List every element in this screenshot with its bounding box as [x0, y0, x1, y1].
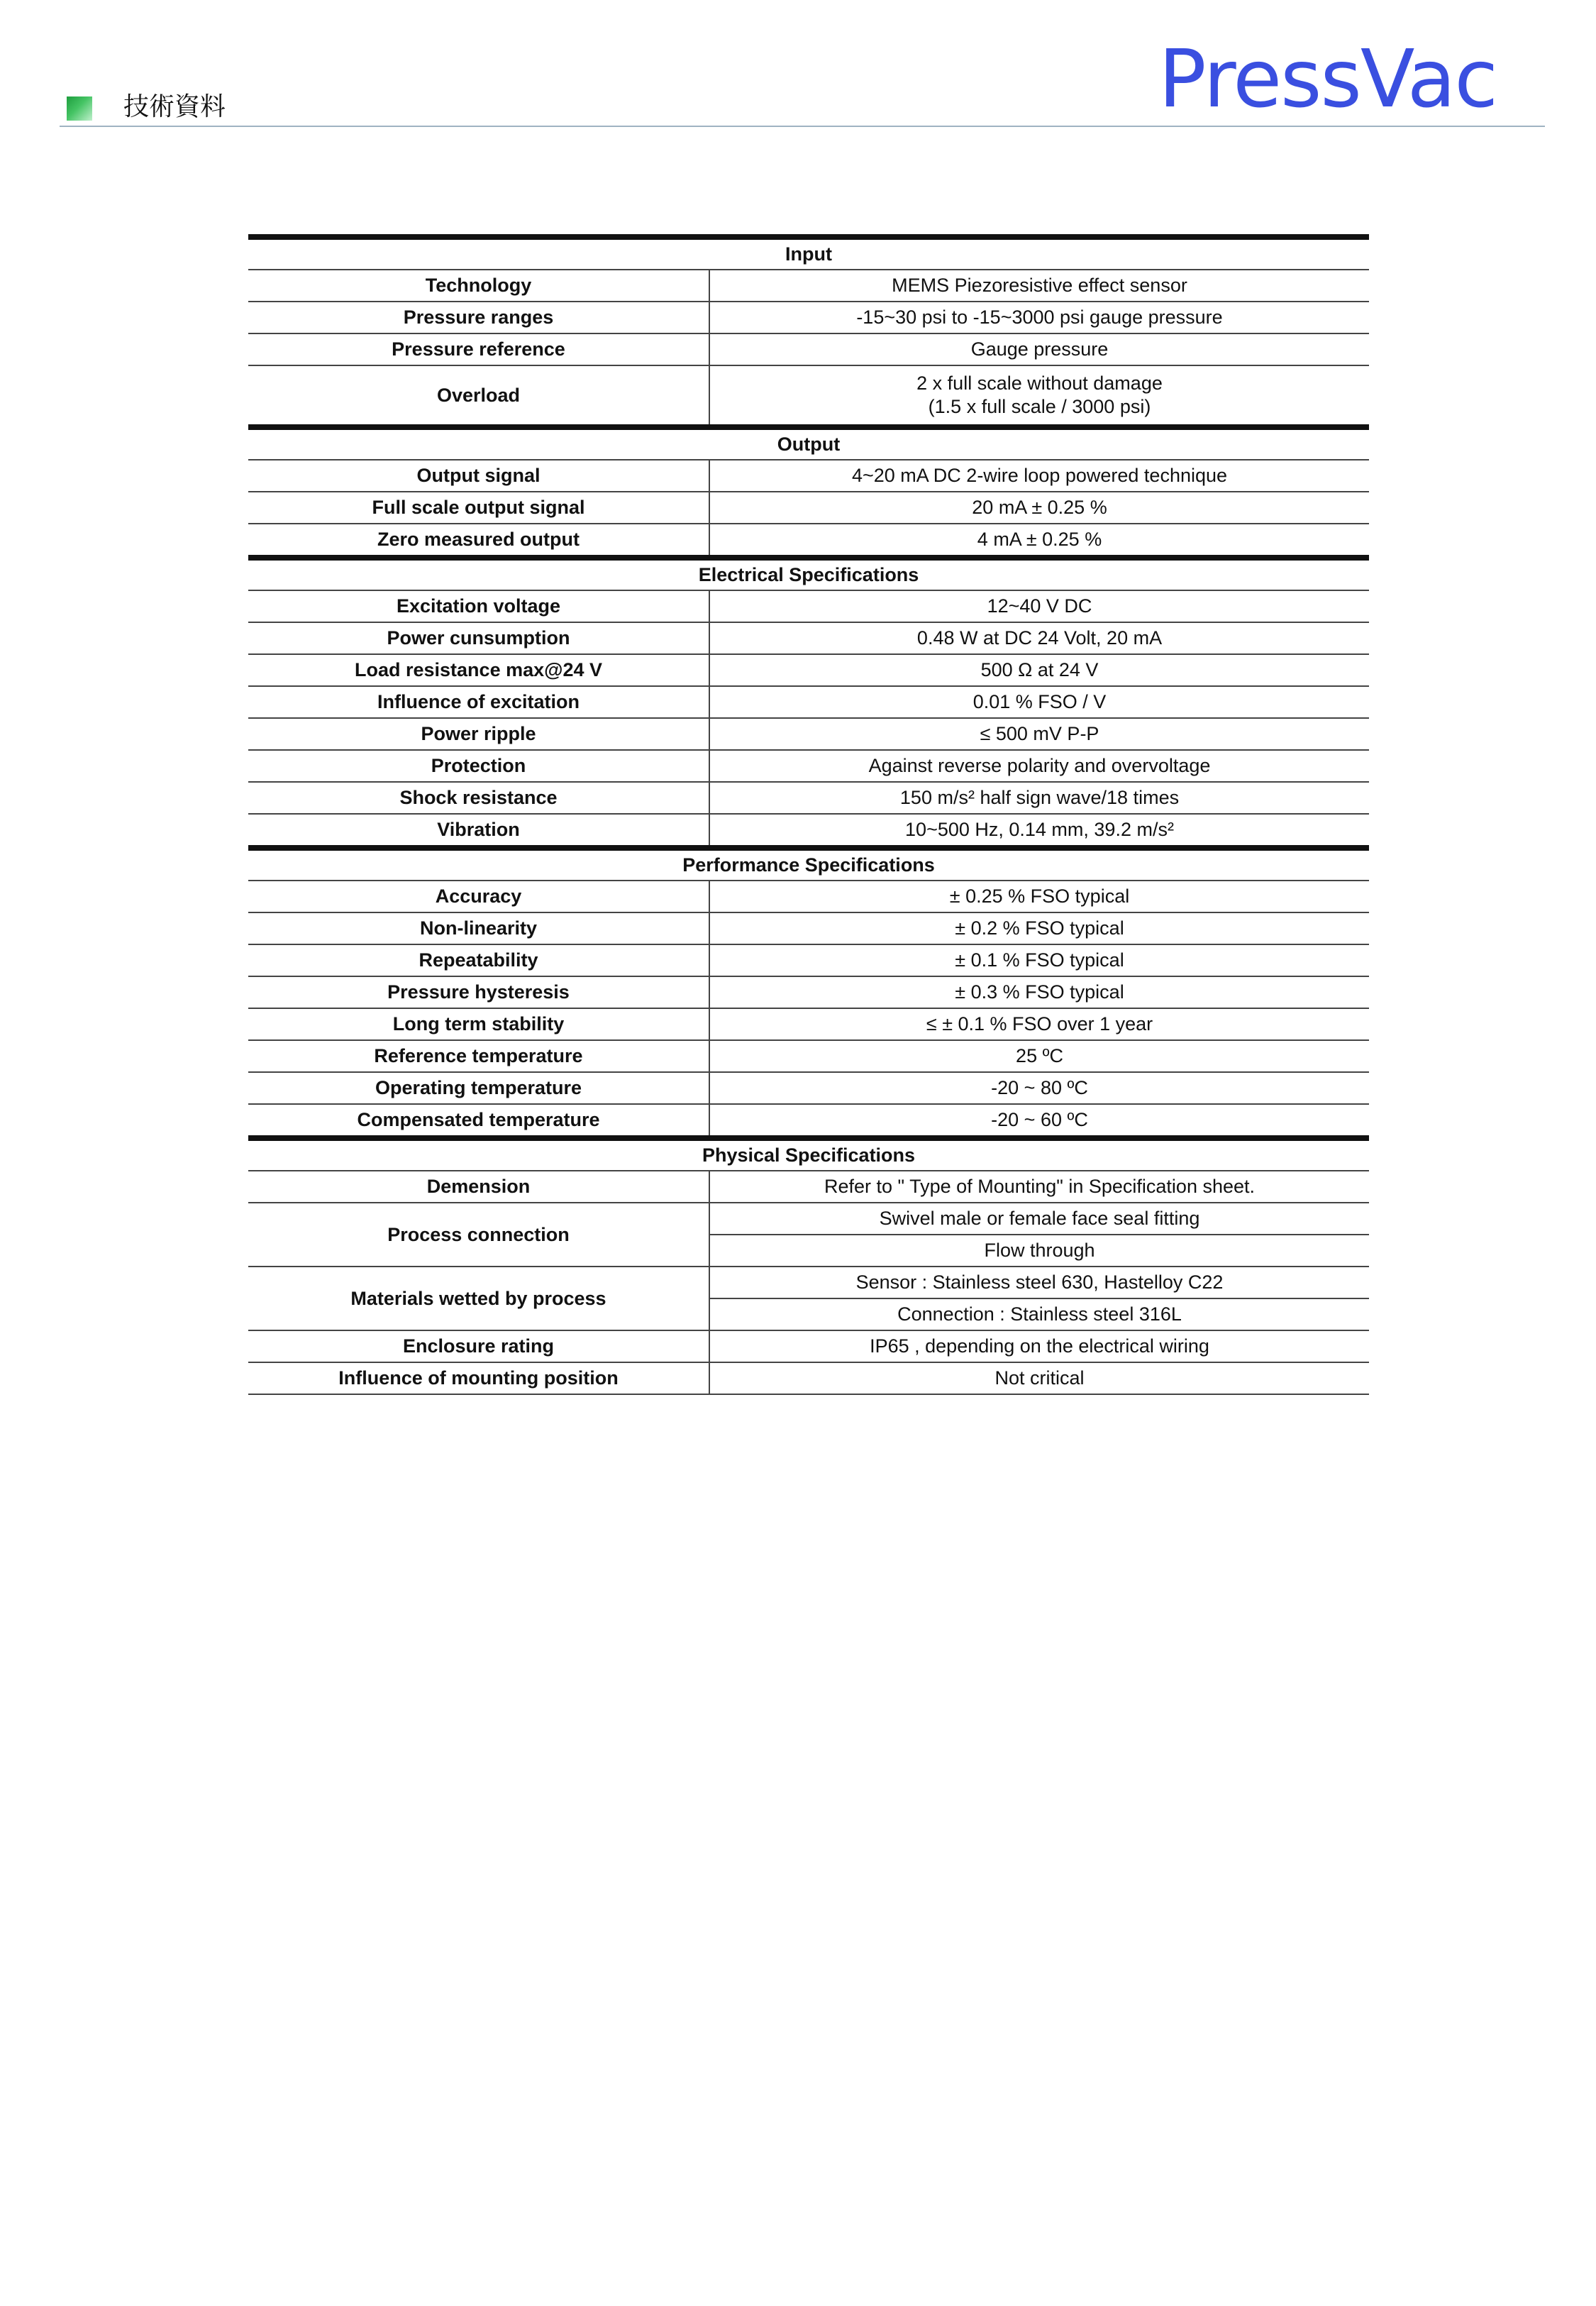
table-row: [248, 1203, 1369, 1235]
spec-value: 4~20 mA DC 2-wire loop powered technique: [709, 460, 1369, 492]
spec-value: 4 mA ± 0.25 %: [709, 524, 1369, 558]
section-title: Output: [248, 427, 1369, 460]
table-row: [248, 912, 1369, 944]
spec-value: 10~500 Hz, 0.14 mm, 39.2 m/s²: [709, 814, 1369, 848]
header-square-icon: [67, 96, 92, 121]
section-header-row: [248, 1138, 1369, 1171]
section-title: Input: [248, 237, 1369, 270]
table-row: [248, 1171, 1369, 1203]
spec-value: 25 ºC: [709, 1040, 1369, 1072]
spec-value: -15~30 psi to -15~3000 psi gauge pressure: [709, 302, 1369, 333]
spec-value: ± 0.25 % FSO typical: [709, 881, 1369, 912]
table-row: [248, 1008, 1369, 1040]
spec-label: Excitation voltage: [248, 590, 709, 622]
spec-label: Pressure ranges: [248, 302, 709, 333]
spec-value: MEMS Piezoresistive effect sensor: [709, 270, 1369, 302]
table-row: [248, 590, 1369, 622]
spec-label: Power ripple: [248, 718, 709, 750]
spec-label: Technology: [248, 270, 709, 302]
table-row: [248, 944, 1369, 976]
spec-value: 20 mA ± 0.25 %: [709, 492, 1369, 524]
spec-value: ± 0.2 % FSO typical: [709, 912, 1369, 944]
spec-label: Overload: [248, 365, 709, 427]
spec-label: Vibration: [248, 814, 709, 848]
spec-value: ± 0.3 % FSO typical: [709, 976, 1369, 1008]
brand-logo: PressVac: [1158, 33, 1497, 126]
spec-label: Non-linearity: [248, 912, 709, 944]
table-row: [248, 1104, 1369, 1138]
spec-value: Sensor : Stainless steel 630, Hastelloy C22: [709, 1267, 1369, 1298]
spec-value: -20 ~ 80 ºC: [709, 1072, 1369, 1104]
table-row: [248, 718, 1369, 750]
spec-label: Influence of mounting position: [248, 1362, 709, 1394]
spec-label: Zero measured output: [248, 524, 709, 558]
table-row: [248, 270, 1369, 302]
table-row: [248, 333, 1369, 365]
spec-value: Against reverse polarity and overvoltage: [709, 750, 1369, 782]
table-row: [248, 976, 1369, 1008]
spec-value: 0.48 W at DC 24 Volt, 20 mA: [709, 622, 1369, 654]
spec-label: Materials wetted by process: [248, 1267, 709, 1330]
spec-value: 12~40 V DC: [709, 590, 1369, 622]
spec-value: 150 m/s² half sign wave/18 times: [709, 782, 1369, 814]
spec-label: Repeatability: [248, 944, 709, 976]
spec-label: Long term stability: [248, 1008, 709, 1040]
table-row: [248, 654, 1369, 686]
header-label: 技術資料: [123, 92, 226, 121]
spec-value: 500 Ω at 24 V: [709, 654, 1369, 686]
section-header-row: [248, 848, 1369, 881]
section-title: Physical Specifications: [248, 1138, 1369, 1171]
spec-label: Enclosure rating: [248, 1330, 709, 1362]
table-row: [248, 524, 1369, 558]
spec-label: Process connection: [248, 1203, 709, 1267]
spec-value: IP65 , depending on the electrical wiring: [709, 1330, 1369, 1362]
spec-value: Swivel male or female face seal fitting: [709, 1203, 1369, 1235]
spec-value: ≤ 500 mV P-P: [709, 718, 1369, 750]
table-row: [248, 1330, 1369, 1362]
section-header-row: [248, 237, 1369, 270]
section-header-row: [248, 427, 1369, 460]
spec-table: [248, 234, 1369, 1395]
table-row: [248, 1072, 1369, 1104]
table-row: [248, 492, 1369, 524]
table-row: [248, 814, 1369, 848]
table-row: [248, 302, 1369, 333]
spec-label: Load resistance max@24 V: [248, 654, 709, 686]
table-row: [248, 365, 1369, 427]
spec-label: Demension: [248, 1171, 709, 1203]
table-row: [248, 750, 1369, 782]
table-row: [248, 460, 1369, 492]
spec-value: Refer to " Type of Mounting" in Specification sheet.: [709, 1171, 1369, 1203]
spec-label: Operating temperature: [248, 1072, 709, 1104]
section-header-row: [248, 558, 1369, 590]
spec-value: Connection : Stainless steel 316L: [709, 1298, 1369, 1330]
table-row: [248, 881, 1369, 912]
spec-value: 0.01 % FSO / V: [709, 686, 1369, 718]
table-row: [248, 1362, 1369, 1394]
spec-value: 2 x full scale without damage (1.5 x full scale / 3000 psi): [709, 365, 1369, 427]
spec-value: -20 ~ 60 ºC: [709, 1104, 1369, 1138]
header-divider: [60, 126, 1545, 127]
table-row: [248, 1267, 1369, 1298]
table-row: [248, 1040, 1369, 1072]
spec-value: ≤ ± 0.1 % FSO over 1 year: [709, 1008, 1369, 1040]
spec-value: Flow through: [709, 1235, 1369, 1267]
spec-label: Compensated temperature: [248, 1104, 709, 1138]
spec-value: Gauge pressure: [709, 333, 1369, 365]
table-row: [248, 686, 1369, 718]
table-row: [248, 782, 1369, 814]
table-row: [248, 622, 1369, 654]
spec-value: Not critical: [709, 1362, 1369, 1394]
spec-label: Pressure reference: [248, 333, 709, 365]
spec-label: Pressure hysteresis: [248, 976, 709, 1008]
section-title: Performance Specifications: [248, 848, 1369, 881]
spec-label: Power cunsumption: [248, 622, 709, 654]
spec-label: Reference temperature: [248, 1040, 709, 1072]
spec-label: Shock resistance: [248, 782, 709, 814]
spec-label: Accuracy: [248, 881, 709, 912]
spec-value: ± 0.1 % FSO typical: [709, 944, 1369, 976]
spec-label: Output signal: [248, 460, 709, 492]
spec-label: Influence of excitation: [248, 686, 709, 718]
section-title: Electrical Specifications: [248, 558, 1369, 590]
spec-label: Full scale output signal: [248, 492, 709, 524]
spec-label: Protection: [248, 750, 709, 782]
